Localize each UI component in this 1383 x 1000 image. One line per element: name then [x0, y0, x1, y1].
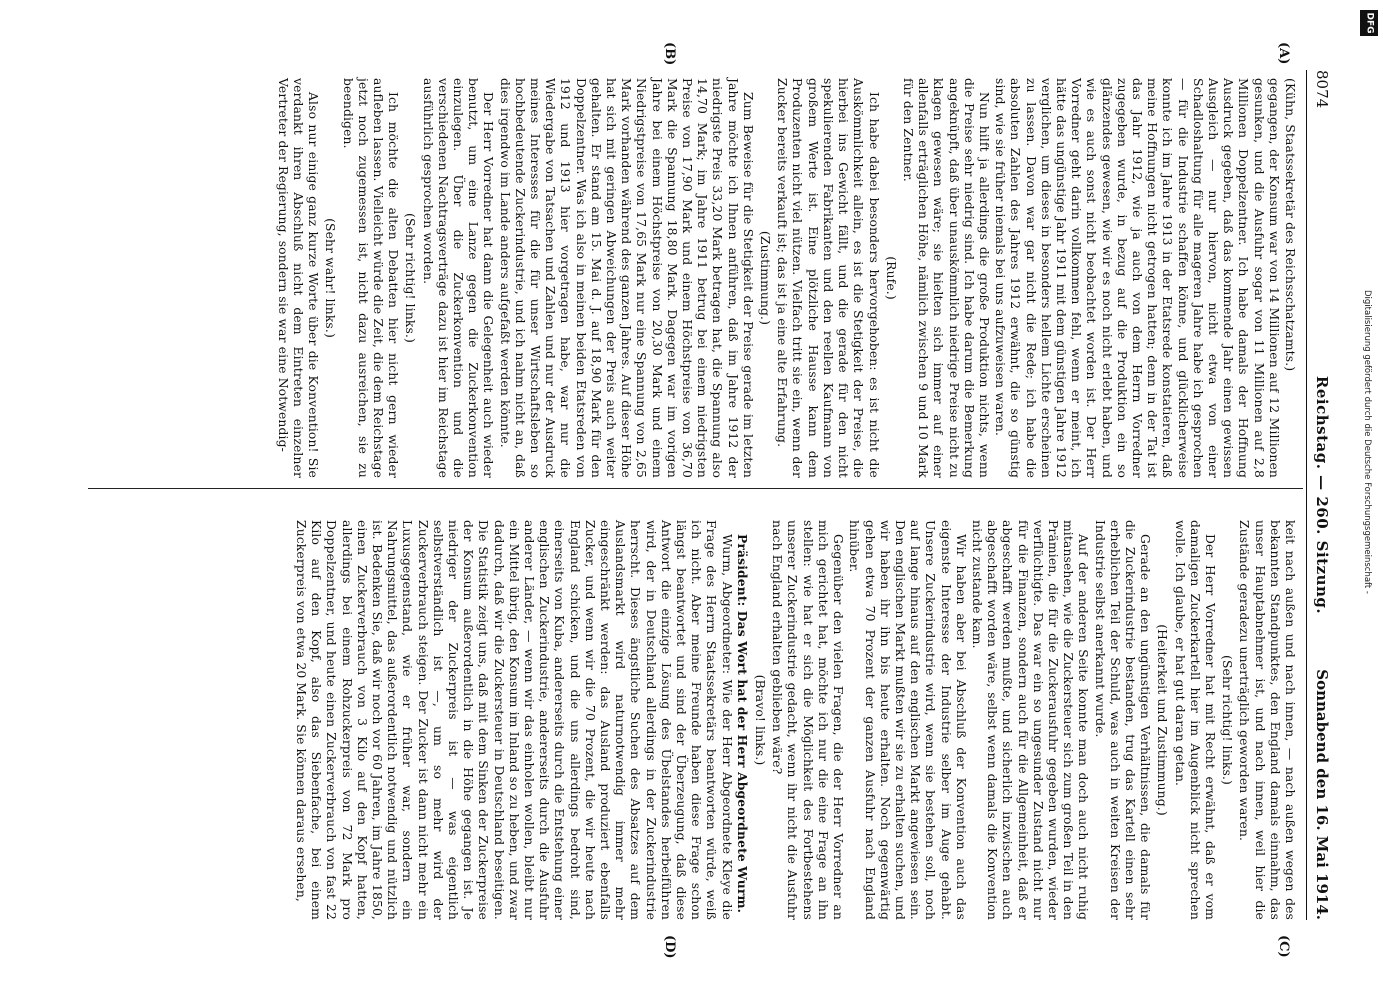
margin-marker-a: (A) [1276, 42, 1291, 65]
paragraph: Zum Beweise für die Stetigkeit der Preise gerade im letzten Jahre möchte ich Ihnen anführen, daß im Jahre 1912 der niedrigste Preis 33,20 Mark betragen hat, die Spannung also 14,70 Mark; im Jahre 1911 betrug bei einem niedrigsten Preise von 17,90 Mark und einem Höchstpreise von 36,70 Mark die Spannung 18,80 Mark. Dagegen war im vorigen Jahre bei einem Höchstpreise von 20,30 Mark und einem Niedrigstpreise von 17,65 Mark nur eine Spannung von 2,65 Mark vorhanden während des ganzen Jahres. Auf dieser Höhe hat sich mit geringen Abweichungen der Preis auch weiter gehalten. Er stand am 15. Mai d. J. auf 18,90 Mark für den Doppelzentner. Was ich also in meinen beiden Etatsreden von 1912 und 1913 hier vorgetragen habe, war nur die Wiedergabe von Tatsachen und Zahlen und nur der Ausdruck meines Interesses für die für unser Wirtschaftsleben so hochbedeutende Zuckerindustrie, und ich nahm nicht an, daß dies irgendwo im Lande anders aufgefaßt werden könnte. [497, 78, 755, 478]
interjection: (Rufe.) [883, 256, 898, 300]
header-rule [1306, 70, 1307, 920]
paragraph: Wir haben aber bei Abschluß der Konvention auch das eigenste Interesse der Industrie selber im Auge gehabt. Unsere Zuckerindustrie wird, wenn sie bestehen soll, noch auf lange hinaus auf den englischen Markt angewiesen sein. Den englischen Markt mußten wir sie zu erhalten suchen, und wir haben ihr ihn bis heute erhalten. Noch gegenwärtig gehen etwa 70 Prozent der ganzen Ausfuhr nach England hinüber. [847, 520, 968, 920]
running-title: Reichstag. — 260. Sitzung. [1313, 375, 1331, 615]
paragraph: Der Herr Vorredner hat mit Recht erwähnt, daß er vom damaligen Zuckerkartell hier im Augenblick nicht sprechen wolle. Ich glaube, er hat gut daran getan. [1172, 520, 1217, 920]
dfg-logo [1360, 10, 1378, 36]
interjection: (Heiterkeit und Zustimmung.) [1155, 624, 1170, 816]
margin-marker-b: (B) [662, 42, 677, 66]
margin-marker-d: (D) [662, 935, 677, 959]
paragraph: Der Herr Vorredner hat dann die Gelegenheit auch wieder benutzt, um eine Lanze gegen die Zuckerkonvention einzulegen. Über die Zuckerkonvention und die verschiedenen Nachtragsverträge dazu ist hier im Reichstage ausführlich gesprochen worden. [420, 78, 496, 478]
paragraph: Nun hilft ja allerdings die große Produktion nichts, wenn die Preise sehr niedrig sind. Ich habe darum die Bemerkung angeknüpft, daß über unauskömmlich niedrige Preise nicht zu klagen gewesen wäre; sie hielten sich immer auf einer allenfalls erträglichen Höhe, nämlich zwischen 9 und 10 Mark für den Zentner. [900, 78, 991, 478]
interjection: (Zustimmung.) [758, 230, 773, 326]
right-column [292, 520, 1297, 920]
left-column [274, 78, 1297, 478]
interjection: (Sehr richtig! links.) [403, 213, 418, 343]
page-number: 8074 [1313, 70, 1331, 109]
dfg-logo-text: DFG [1364, 12, 1375, 34]
paragraph: Also nur einige ganz kurze Worte über die Konvention! Sie verdankt ihren Abschluß nicht dem Eintreten einzelner Vertreter der Regierung, sondern sie war eine Notwendig- [275, 78, 321, 478]
paragraph: Auf der anderen Seite konnte man doch auch nicht ruhig mitansehen, wie die Zuckersteuer sich zum großen Teil in den Prämien, die für die Zuckerausfuhr gegeben wurden, wieder verflüchtigte. Das war ein so ungesunder Zustand nicht nur für die Finanzen, sondern auch für die Allgemeinheit, daß er abgeschafft werden mußte, und sicherlich inzwischen auch abgeschafft worden wäre, selbst wenn damals die Konvention nicht zustande kam. [969, 520, 1091, 920]
paragraph: keit nach außen und nach innen, — nach außen wegen des bekannten Standpunktes, den England damals einnahm, das unser Hauptabnehmer ist, und nach innen, weil hier die Zustände geradezu unerträglich geworden waren. [1237, 520, 1297, 920]
session-date: Sonnabend den 16. Mai 1914. [1313, 669, 1331, 920]
page-header [1305, 70, 1331, 920]
paragraph: Ich möchte die alten Debatten hier nicht gern wieder aufleben lassen. Vielleicht würde die Zeit, die dem Reichstage jetzt noch zugemessen ist, nicht dazu ausreichen, sie zu beendigen. [340, 78, 401, 478]
interjection: (Bravo! links.) [753, 674, 768, 766]
paragraph: Ich habe dabei besonders hervorgehoben: es ist nicht die Auskömmlichkeit allein, es ist die Stetigkeit der Preise, die hierbei ins Gewicht fällt, und die gerade für den nicht spekulierenden Fabrikanten und den reellen Kaufmann von großem Werte ist. Eine plötzliche Hausse kann dem Produzenten nicht viel nützen. Vielfach tritt sie ein, wenn der Zucker bereits verkauft ist; das ist ja eine alte Erfahrung. [775, 78, 881, 478]
speaker-line: (Kühn, Staatssekretär des Reichsschatzamts.) [1283, 78, 1297, 372]
paragraph: Gegenüber den vielen Fragen, die der Herr Vorredner an mich gerichtet hat, möchte ich nur die eine Frage an ihn stellen: wie hat er sich die Möglichkeit des Fortbestehens unserer Zuckerindustrie gedacht, wenn ihr nicht die Ausfuhr nach England erhalten geblieben wäre? [770, 520, 846, 920]
president-line: Präsident: Das Wort hat der Herr Abgeordnete Wurm. [734, 534, 750, 914]
paragraph: Gerade an den ungünstigen Verhältnissen, die damals für die Zuckerindustrie bestanden, trug das Kartell einen sehr erheblichen Teil der Schuld, was auch in weiten Kreisen der Industrie selbst anerkannt wurde. [1092, 520, 1153, 920]
column-divider [88, 488, 1303, 489]
digitization-note: Digitalisierung gefördert durch die Deutsche Forschungsgemeinschaft - [1362, 290, 1372, 594]
paragraph: Wurm, Abgeordneter: Wie der Herr Abgeordnete Kleye die Frage des Herrn Staatssekretärs beantworten würde, weiß ich nicht. Aber meine Freunde haben diese Frage schon längst beantwortet und sind der Überzeugung, daß diese Antwort die einzige Lösung des Übelstandes herbeiführen wird, der in Deutschland allerdings in der Zuckerindustrie herrscht. Dieses ängstliche Suchen des Absatzes auf dem Auslandsmarkt wird naturnotwendig immer mehr eingeschränkt werden: das Ausland produziert ebenfalls Zucker, und wenn wir die 70 Prozent, die wir heute nach England schicken, und die uns allerdings bedroht sind, einerseits von Kuba, andererseits durch die Entstehung einer englischen Zuckerindustrie, andererseits durch die Ausfuhr anderer Länder, — wenn wir das einholen wollen, bleibt nur ein Mittel übrig, den Konsum im Inland so zu heben, und zwar dadurch, daß wir die Zuckersteuer in Deutschland beseitigen. Die Statistik zeigt uns, daß mit dem Sinken der Zuckerpreise der Konsum außerordentlich in die Höhe gegangen ist. Je niedriger der Zuckerpreis ist — was eigentlich selbstverständlich ist —, um so mehr wird der Zuckerverbrauch steigen. Der Zucker ist dann nicht mehr ein Luxusgegenstand, wie er früher war, sondern ein Nahrungsmittel, das außerordentlich notwendig und nützlich ist. Bedenken Sie, daß wir noch vor 60 Jahren, im Jahre 1850, einen Zuckerverbrauch von 3 Kilo auf den Kopf hatten, allerdings bei einem Rohzuckerpreis von 72 Mark pro Doppelzentner, und heute einen Zuckerverbrauch von fast 22 Kilo auf den Kopf, also das Siebenfache, bei einem Zuckerpreis von etwa 20 Mark. Sie können daraus ersehen, [294, 520, 734, 920]
paragraph: gegangen, der Konsum war von 14 Millionen auf 12 Millionen gesunken, und die Ausfuhr sogar von 11 Millionen auf 2,8 Millionen Doppelzentner. Ich habe damals der Hoffnung Ausdruck gegeben, daß das kommende Jahr einen gewissen Ausgleich — nur hiervon, nicht etwa von einer Schadloshaltung für alle mageren Jahre habe ich gesprochen — für die Industrie schaffen könne, und glücklicherweise konnte ich im Jahre 1913 in der Etatsrede konstatieren, daß meine Hoffnungen nicht getrogen hatten; denn in der Tat ist das Jahr 1912, wie ja auch von dem Herrn Vorredner zugegeben wurde, in bezug auf die Produktion ein so glänzendes gewesen, wie wir es noch nicht erlebt haben, und wie es auch sonst nicht beobachtet worden ist. Der Herr Vorredner geht darin vollkommen fehl, wenn er meint, ich hätte das ungünstige Jahr 1911 mit dem günstigen Jahre 1912 verglichen, um dieses in besonders hellem Lichte erscheinen zu lassen. Davon war gar nicht die Rede; ich habe die absoluten Zahlen des Jahres 1912 erwähnt, die so günstig sind, wie sie früher niemals bei uns aufzuweisen waren. [993, 78, 1281, 478]
interjection: (Sehr wahr! links.) [323, 218, 338, 338]
margin-marker-c: (C) [1276, 935, 1291, 958]
interjection: (Sehr richtig! links.) [1220, 655, 1235, 785]
